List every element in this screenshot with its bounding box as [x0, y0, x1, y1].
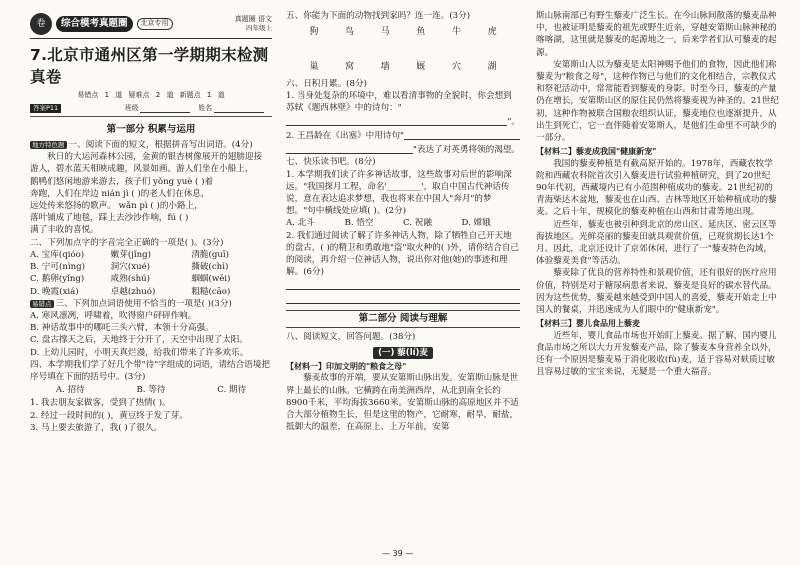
name-label: 姓名: [198, 103, 212, 112]
article-title: (一) 藜(lí)麦: [373, 347, 433, 359]
q4-choices: [30, 384, 272, 396]
class-label: 班级: [124, 103, 139, 112]
answer-line[interactable]: [286, 292, 520, 304]
q8-stem: 八、阅读短文，回答问题。(38分): [286, 331, 416, 342]
material2-text: 藜麦除了优良的营养特性和景观价值，还有很好的医疗应用价值，特别是对于糖尿病患者来说，藜麦是良好的碳水替代品。因为这些优势，藜麦越来越受到中国人的喜爱，藜麦开始走上中国人的餐桌，并迅速成为人们眼中的"健康新宠"。: [536, 268, 777, 316]
series-logo: 卷: [30, 13, 52, 35]
home-word[interactable]: 穴: [451, 61, 461, 72]
middle-column: [286, 10, 520, 434]
name-field[interactable]: [214, 104, 264, 113]
q1-line: 满了丰收的喜悦。: [30, 225, 99, 236]
animal-word[interactable]: 马: [380, 27, 390, 38]
option: 粗糙(cāo): [191, 286, 231, 297]
q1-line: 秋日的大运河森林公园，金黄的银杏树像展开的翅膀迎接: [47, 152, 263, 163]
error-prone-tag: 易错点: [32, 299, 52, 308]
grade-label: 四年级上: [246, 24, 272, 33]
page-number: — 39 —: [382, 549, 414, 558]
q4-sentence: 3. 马上要去旅游了，我( )了很久。: [30, 422, 163, 433]
option[interactable]: B. 悟空: [344, 218, 374, 229]
left-column: [30, 10, 272, 434]
option: 蝈蝈(wēi): [191, 274, 231, 285]
option: 卓越(zhuó): [110, 286, 156, 297]
q1-line: 奔跑，人们在岸边 nián jì ( )的老人们在休息，: [30, 188, 210, 199]
answer-line[interactable]: [286, 278, 520, 290]
edition-badge: 北京专用: [137, 18, 173, 30]
answer-row: [30, 104, 272, 117]
answer-line[interactable]: [404, 128, 520, 140]
q2-stem: 二、下列加点字的字音完全正确的一项是( )。(3分): [30, 237, 224, 248]
series-title: 综合模考真题圈: [56, 16, 133, 31]
q6-item: 2. 王昌龄在《出塞》中用诗句": [286, 131, 405, 142]
exam-title: 7.北京市通州区第一学期期末检测真卷: [30, 46, 269, 86]
home-word[interactable]: 厩: [416, 61, 426, 72]
animal-word[interactable]: 鸟: [344, 27, 354, 38]
animal-word[interactable]: 鱼: [416, 27, 426, 38]
home-word[interactable]: 窝: [344, 61, 354, 72]
material3-text: 近些年，婴儿食品市场也开始盯上藜麦。据了解，国内婴儿食品市场之所以大力开发藜麦产品，除了藜麦本身营养全以外，还有一个原因是藜麦易于消化吸收(fù)麦，适于容易对麸质过敏且容易过敏的宝宝来说，无疑是一个重大福音。: [536, 330, 777, 378]
subject-label: 真题圈 语文: [234, 15, 272, 24]
q6-stem: 六、日积月累。(8分): [286, 78, 367, 89]
option[interactable]: B. 神话故事中的哪吒三头六臂，本领十分高强。: [30, 323, 214, 334]
material1-continued: 斯山脉南部已有野生藜麦广泛生长。在今山脉间散落的藜麦品种中，也被证明是藜麦的祖先或野生近亲，穿越安第斯山脉神秘的喀喀湖，这里就是藜麦的起源地之一，后来学者们认可藜麦的起源。: [536, 11, 777, 58]
q4-sentence: 1. 我去朋友家做客，受到了热情( )。: [30, 398, 171, 409]
home-word[interactable]: 巢: [309, 61, 319, 72]
q2-options: [30, 249, 272, 298]
material1-title: 【材料一】印加文明的"粮食之母": [286, 362, 407, 372]
option[interactable]: A. 宝库(qióo): [30, 249, 85, 260]
part2-heading: 第二部分 阅读与理解: [286, 310, 520, 327]
animal-word[interactable]: 虎: [487, 27, 497, 38]
q3-stem: 易错点 三、下列加点词语使用不恰当的一项是( )(3分): [32, 298, 232, 309]
q1-stem: 地方特色题 一、阅读下面的短文，根据拼音写出词语。(4分): [32, 140, 253, 151]
part1-heading: 第一部分 积累与运用: [106, 123, 196, 135]
option: 咸熟(shú): [110, 274, 151, 285]
material2-text: 我国的藜麦种植是有截高原开始的。1978年，西藏农牧学院和西藏农科院首次引入藜麦进行试验种植研究，到了20世纪90年代初，西藏境内已有小范围种植成功的藜麦。21世纪初的青海柴达木盆地，藜麦也在山西、吉林等地区开始种植成功的藜麦。之后十年，规模化的藜麦种植在山西和甘肃等地出现。: [536, 158, 777, 218]
option[interactable]: A. 寒风凛冽，呼啸着，吹得窗户砰砰作响。: [30, 310, 197, 321]
home-word[interactable]: 湖: [487, 61, 497, 72]
feature-tag: 地方特色题: [32, 141, 65, 150]
option[interactable]: B. 宁可(nìng): [30, 262, 85, 273]
q1-line: 鹅鸭们悠闲地游来游去，孩子们 yǒng yuè ( )着: [30, 176, 214, 187]
option: 嫩芽(jǐng): [110, 249, 151, 260]
option[interactable]: D. 嫦娥: [461, 218, 491, 229]
option[interactable]: D. 上幼儿园时，小明天真烂漫，给我们带来了许多欢乐。: [30, 347, 249, 358]
option: 撕破(chì): [191, 262, 229, 273]
q6-item: "表达了对英勇将领的渴望。: [412, 145, 520, 156]
q5-stem: 五、你能为下面的动物找到家吗？连一连。(3分): [286, 11, 471, 21]
option: 洞穴(xué): [110, 262, 151, 273]
answer-line[interactable]: [286, 114, 507, 126]
choice: C. 期待: [217, 385, 247, 396]
q6-item: 1. 当身处复杂的环境中，难以看清事物的全貌时，你会想到苏轼《题西林壁》中的诗句：": [286, 90, 512, 114]
point-count: 疑难点 2 道: [128, 91, 174, 99]
answer-page-tag: 答案P11: [30, 104, 61, 113]
q7-p2: 2. 我们通过阅读了解了许多神话人物，除了牺牲自己开天地的盘古，( )的精卫和勇敢地"盗"取火种的( )外，请你结合自己的阅读，再介绍一位神话人物，说出你对他(她)的事迹和理解。(6分): [286, 230, 520, 278]
material3-title: 【材料三】婴儿食品用上藜麦: [536, 319, 640, 329]
choice: B. 等待: [136, 385, 166, 396]
q7-options: [286, 217, 520, 229]
q1-line: 落叶铺成了地毯，踩上去沙沙作响，fú ( ): [30, 213, 189, 224]
answer-line[interactable]: [286, 142, 413, 154]
home-word[interactable]: 墙: [380, 61, 390, 72]
animal-word[interactable]: 狗: [309, 27, 319, 38]
material1-para2: 安第斯山人以为藜麦是太阳神赐予他们的食物，因此他们称藜麦为"粮食之母"，这种作物已与他们的文化相结合，宗教仪式和祭祀活动中，常常能看到藜麦的身影。时至今日，藜麦的产量仍在增长，安第斯山区的原住民仍然将藜麦视为神圣的。21世纪初，这种作物被联合国粮农组织认证，藜麦地位也逐渐提升，从出生到死亡，它一直伴随着安第斯人，是他们生命里不可缺少的一部分。: [536, 59, 779, 144]
q4-sentence: 2. 经过一段时间的( )，黄豆终于发了芽。: [30, 410, 188, 421]
material2-text: 近些年，藜麦也被引种到北京的房山区、延庆区、密云区等海拔地区。光鲜亮丽的藜麦田就具观赏价值，已现赏期长达1个月。因此，北京还设计了京郊休闲，进行了一"藜麦特色沟域，体验藜麦美食"等活动。: [536, 219, 777, 267]
animal-word[interactable]: 牛: [451, 27, 461, 38]
q1-line: 游人，碧水蓝天相映成趣，风景如画。游人们坐在小船上，: [30, 164, 254, 175]
q1-line: 远处传来悠扬的歌声。 wǎn pì ( )的小路上，: [30, 201, 203, 212]
material1-text: 藜麦故事的开端，要从安第斯山脉出发。安第斯山脉是世界上最长的山脉。它横跨在南美洲西岸，从北到南全长约8900千米，平均海拔3660米。安第斯山脉的高原地区并不适合大部分植物生长，但是这里的物产，它耐寒，耐旱，耐盐，抵御大的温差，在高原上、上万年前，安第: [286, 373, 519, 433]
option[interactable]: C. 祝融: [403, 218, 432, 229]
point-count: 新题点 1 道: [179, 91, 225, 99]
q4-stem: 四、本学期我们学了好几个带"待"字组成的词语，请结合语境把序号填在下面的括号中。(3分): [30, 359, 270, 382]
animal-row: [296, 26, 510, 39]
class-field[interactable]: [140, 104, 190, 113]
subject-info: [235, 15, 272, 33]
option[interactable]: C. 盘古撑天之后，天地终于分开了，天空中出现了太阳。: [30, 335, 248, 346]
home-row: [296, 61, 510, 74]
option[interactable]: A. 北斗: [286, 218, 315, 229]
page-header: [30, 10, 272, 39]
option: 清脆(guī): [191, 249, 230, 260]
option[interactable]: D. 晚霞(xiá): [30, 286, 79, 297]
option[interactable]: C. 鹅卵(yǐng): [30, 274, 85, 285]
point-counts: [30, 91, 272, 101]
material2-title: 【材料二】藜麦成我国"健康新宠": [536, 147, 657, 157]
q6-item: "。: [507, 117, 520, 128]
q7-stem: 七、快乐读书吧。(8分): [286, 157, 376, 168]
q7-p1: 1. 本学期我们读了许多神话故事，这些故事对后世的影响深远。"我国探月工程，命名'________'，取自中国古代神话传说，意在表达追求梦想，我也将来在中国人"奔月"的梦想。"句中横线处应填( )。(2分): [286, 169, 512, 217]
choice: A. 招待: [55, 385, 85, 396]
point-count: 易错点 1 道: [77, 91, 123, 99]
right-column: [536, 10, 779, 378]
